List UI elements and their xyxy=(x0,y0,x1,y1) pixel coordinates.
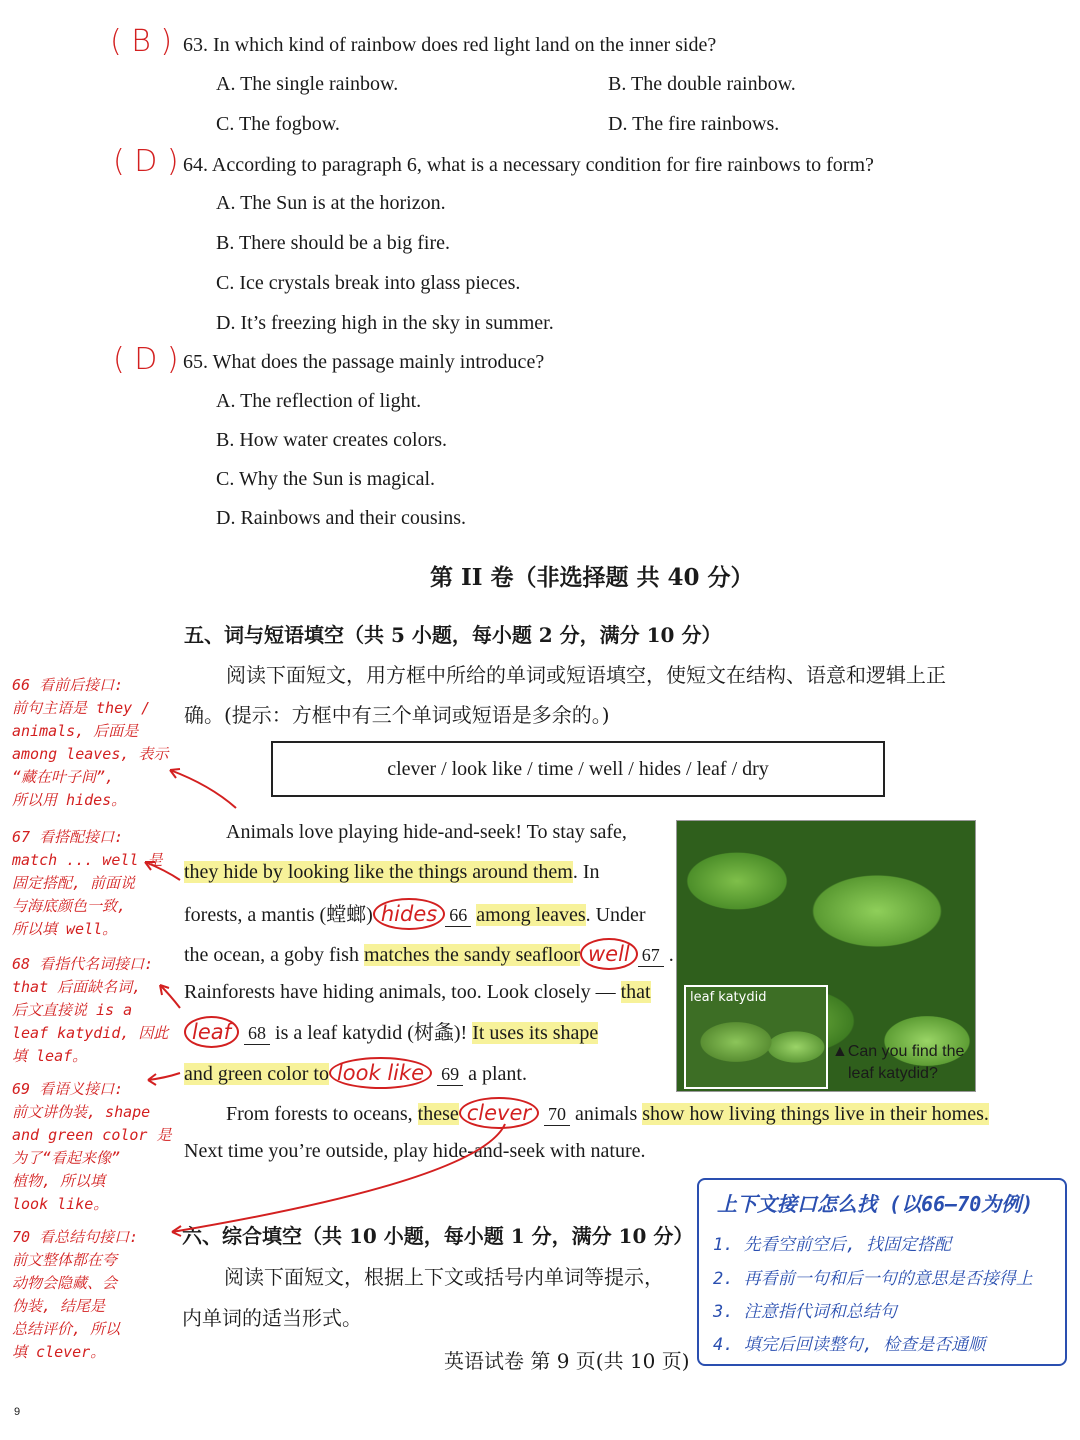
page-number: 9 xyxy=(14,1406,21,1418)
note-line: that 后面缺名词, xyxy=(12,978,142,996)
option-63-b: B. The double rainbow. xyxy=(608,73,796,95)
tip-item-4: 4. 填完后回读整句, 检查是否通顺 xyxy=(713,1335,986,1355)
option-65-d: D. Rainbows and their cousins. xyxy=(216,507,466,529)
blank-67: 67 xyxy=(638,944,664,967)
inset-label: leaf katydid xyxy=(690,990,767,1005)
text: Rainforests have hiding animals, too. Look closely — xyxy=(184,981,621,1003)
option-63-c: C. The fogbow. xyxy=(216,113,340,135)
option-64-a: A. The Sun is at the horizon. xyxy=(216,192,446,214)
section-2-title: 第 II 卷（非选择题 共 40 分） xyxy=(430,564,754,591)
answer-69: look like xyxy=(329,1057,432,1089)
word-box-text: clever / look like / time / well / hides / leaf / dry xyxy=(387,757,769,780)
note-line: 为了“看起来像” xyxy=(12,1149,121,1167)
answer-63: ( B ) xyxy=(110,24,173,59)
highlight: matches the sandy seafloor xyxy=(363,944,580,966)
answer-65: ( D ) xyxy=(113,342,179,377)
note-line: 所以用 hides。 xyxy=(12,791,127,809)
blank-69: 69 xyxy=(437,1063,463,1086)
note-line: and green color 是 xyxy=(12,1126,172,1144)
note-line: among leaves, 表示 xyxy=(12,745,169,763)
tip-item-3: 3. 注意指代词和总结句 xyxy=(713,1302,897,1322)
note-line: 植物, 所以填 xyxy=(12,1172,106,1190)
option-64-d: D. It’s freezing high in the sky in summer. xyxy=(216,312,554,334)
note-line: “藏在叶子间”, xyxy=(12,768,115,786)
note-line: 填 clever。 xyxy=(12,1343,106,1361)
note-line: 67 看搭配接口: xyxy=(12,828,124,846)
option-65-b: B. How water creates colors. xyxy=(216,429,448,451)
photo-caption-line-2: leaf katydid? xyxy=(848,1065,938,1082)
text: forests, a mantis (螳螂) xyxy=(184,904,373,926)
note-line: 前文整体都在夸 xyxy=(12,1251,118,1269)
highlight: and green color to xyxy=(184,1063,329,1085)
highlight: show how living things live in their homes. xyxy=(642,1103,989,1125)
note-line: look like。 xyxy=(12,1195,109,1213)
note-line: 所以填 well。 xyxy=(12,920,118,938)
passage-line-1: Animals love playing hide-and-seek! To stay safe, xyxy=(226,821,627,843)
note-line: 总结评价, 所以 xyxy=(12,1320,121,1338)
note-line: leaf katydid, 因此 xyxy=(12,1024,169,1042)
text: From forests to oceans, xyxy=(226,1103,418,1125)
option-63-a: A. The single rainbow. xyxy=(216,73,399,95)
highlight: that xyxy=(620,981,651,1003)
arrow-68 xyxy=(160,985,180,1008)
text: . xyxy=(663,944,674,966)
section-5-instruction-2: 确。(提示：方框中有三个单词或短语是多余的。) xyxy=(184,703,610,727)
question-64: 64. According to paragraph 6, what is a necessary condition for fire rainbows to form? xyxy=(183,154,874,176)
section-6-instruction-1: 阅读下面短文，根据上下文或括号内单词等提示， xyxy=(224,1265,664,1289)
note-line: 69 看语义接口: xyxy=(12,1080,124,1098)
passage-line-9: Next time you’re outside, play hide-and-seek with nature. xyxy=(184,1140,646,1162)
option-64-b: B. There should be a big fire. xyxy=(216,232,451,254)
question-63: 63. In which kind of rainbow does red light land on the inner side? xyxy=(183,34,717,56)
answer-67: well xyxy=(580,938,638,970)
note-line: 前文讲伪装, shape xyxy=(12,1103,151,1121)
note-line: 前句主语是 they / xyxy=(12,699,151,717)
option-65-a: A. The reflection of light. xyxy=(216,390,422,412)
note-line: 固定搭配, 前面说 xyxy=(12,874,136,892)
note-line: 动物会隐藏、会 xyxy=(12,1274,118,1292)
answer-66: hides xyxy=(373,898,445,930)
arrow-66 xyxy=(170,770,236,808)
note-line: 68 看指代名词接口: xyxy=(12,955,154,973)
text: a plant. xyxy=(463,1063,527,1085)
photo-caption-line-1: ▲Can you find the xyxy=(832,1043,965,1060)
section-6-instruction-2: 内单词的适当形式。 xyxy=(182,1306,362,1330)
page-footer: 英语试卷 第 9 页(共 10 页) xyxy=(444,1349,690,1373)
blank-70: 70 xyxy=(544,1103,570,1126)
tip-item-2: 2. 再看前一句和后一句的意思是否接得上 xyxy=(713,1269,1033,1289)
note-line: 后文直接说 is a xyxy=(12,1001,133,1019)
note-line: 70 看总结句接口: xyxy=(12,1228,139,1246)
note-line: match ... well 是 xyxy=(12,851,163,869)
blank-66: 66 xyxy=(445,904,471,927)
answer-68: leaf xyxy=(184,1016,239,1048)
section-6-heading: 六、综合填空（共 10 小题，每小题 1 分，满分 10 分） xyxy=(182,1224,694,1248)
tips-title: 上下文接口怎么找 (以66–70为例) xyxy=(717,1192,1034,1216)
text: animals xyxy=(570,1103,643,1125)
note-line: 与海底颜色一致, xyxy=(12,897,127,915)
option-65-c: C. Why the Sun is magical. xyxy=(216,468,436,490)
tips-box xyxy=(697,1178,1067,1366)
question-65: 65. What does the passage mainly introduce? xyxy=(183,351,545,373)
arrow-70 xyxy=(172,1124,505,1232)
answer-70: clever xyxy=(459,1097,539,1129)
highlight: these xyxy=(417,1103,459,1125)
text: the ocean, a goby fish xyxy=(184,944,364,966)
highlight: they hide by looking like the things around them xyxy=(184,861,573,883)
answer-64: ( D ) xyxy=(113,144,179,179)
arrow-67 xyxy=(145,862,180,880)
section-5-heading: 五、词与短语填空（共 5 小题，每小题 2 分，满分 10 分） xyxy=(184,623,722,647)
highlight: It uses its shape xyxy=(472,1022,599,1044)
tip-item-1: 1. 先看空前空后, 找固定搭配 xyxy=(713,1235,952,1255)
text: . In xyxy=(572,861,600,883)
blank-68: 68 xyxy=(244,1022,270,1045)
option-64-c: C. Ice crystals break into glass pieces. xyxy=(216,272,521,294)
text: is a leaf katydid (树螽)! xyxy=(270,1022,473,1044)
note-line: 66 看前后接口: xyxy=(12,676,124,694)
option-63-d: D. The fire rainbows. xyxy=(608,113,780,135)
note-line: animals, 后面是 xyxy=(12,722,139,740)
note-line: 填 leaf。 xyxy=(12,1047,88,1065)
text: . Under xyxy=(585,904,646,926)
note-line: 伪装, 结尾是 xyxy=(12,1297,106,1315)
highlight: among leaves xyxy=(476,904,586,926)
section-5-instruction-1: 阅读下面短文，用方框中所给的单词或短语填空，使短文在结构、语意和逻辑上正 xyxy=(226,663,946,687)
